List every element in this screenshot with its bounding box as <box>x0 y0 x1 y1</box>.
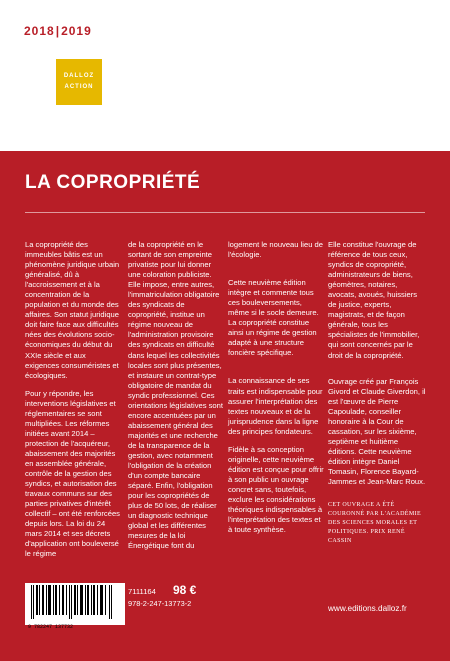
edition-years <box>24 24 92 38</box>
year-separator: | <box>55 24 61 38</box>
isbn: 978-2-247-13773-2 <box>128 599 192 608</box>
text-column-2 <box>128 240 224 559</box>
barcode-icon <box>25 583 125 619</box>
product-code: 7111164 <box>128 587 156 596</box>
column-paragraph: Ouvrage créé par François Givord et Claude Giverdon, il est l'œuvre de Pierre Capoulade, conseiller honoraire à la Cour de cassation, sur les sixième, septième et huitième éditions. Cette neuvième édition intègre Daniel Tomasin, Florence Bayard-Jammes et Jean-Marc Roux. <box>328 376 426 487</box>
award-notice: CET OUVRAGE A ÉTÉ COURONNÉ PAR L'ACADÉMIE DES SCIENCES MORALES ET POLITIQUES. PRIX RENÉ CASSIN <box>328 502 422 545</box>
column-paragraph: Cette neuvième édition intègre et commente tous ces bouleversements, même si le socle demeure. La copropriété constitue ainsi un régime de gestion adapté à une structure foncière spécifique. <box>228 278 319 358</box>
column-paragraph: de la copropriété en le sortant de son empreinte privatiste pour lui donner une coloration publiciste. Elle impose, entre autres, l'immatriculation obligatoire des syndicats de copropriété, institue un régime nouveau de l'administration provisoire des syndicats en difficulté dans lequel les collectivités locales sont plus présentes, et instaure un contrat-type obligatoire de mandat du syndic professionnel. Ces orientations législatives sont encore accentuées par un abaissement général des majorités et une recherche de la transparence de la gestion, avec notamment l'obligation de la création d'un compte bancaire séparé. Enfin, l'obligation pour les copropriétés de plus de 50 lots, de réaliser un diagnostic technique global et les différentes mesures de la loi Énergétique font du <box>128 240 223 551</box>
column-paragraph: Elle constitue l'ouvrage de référence de tous ceux, syndics de copropriété, administrateurs de biens, géomètres, notaires, avocats, avoués, huissiers de justice, experts, magistrats, et de façon générale, tous les spécialistes de l'immobilier, qui sont concernés par le droit de la copropriété. <box>328 240 420 360</box>
price: 98 € <box>173 583 197 597</box>
column-paragraph: Pour y répondre, les interventions législatives et réglementaires se sont multipliées. Les réformes initiées avant 2014 – protection de l'acquéreur, abaissement des majorités en assemblée générale, contrôle de la gestion des syndics, et autorisation des travaux communs sur des parties privatives d'intérêt collectif – ont été renforcées depuis lors. La loi du 24 mars 2014 et ses décrets d'application ont bouleversé le régime <box>25 388 120 559</box>
text-column-1 <box>25 240 121 567</box>
text-column-4 <box>328 240 426 554</box>
publisher-website: www.editions.dalloz.fr <box>328 604 407 613</box>
column-paragraph: La connaissance de ses traits est indispensable pour assurer l'interprétation des textes nouveaux et de la jurisprudence dans la ligne des principes fondateurs. <box>228 376 323 436</box>
badge-line-1: DALLOZ <box>63 73 95 79</box>
column-paragraph: La copropriété des immeubles bâtis est un phénomène juridique urbain généralisé, dû à l'accroissement et à la concentration de la population et du monde des affaires. Son statut juridique doit faire face aux difficultés nées des évolutions socio-économiques du début du XXIe siècle et aux exigences consuméristes et écologiques. <box>25 240 120 380</box>
year-end: 2019 <box>61 24 92 38</box>
badge-line-2: ACTION <box>64 84 94 90</box>
year-start: 2018 <box>24 24 55 38</box>
barcode-digits: 9 782247 137732 <box>28 624 74 630</box>
barcode <box>25 583 125 625</box>
top-white-band <box>0 0 450 151</box>
column-paragraph: logement le nouveau lieu de l'écologie. <box>228 240 323 260</box>
book-title: LA COPROPRIÉTÉ <box>25 172 201 193</box>
column-paragraph: Fidèle à sa conception originelle, cette neuvième édition est conçue pour offrir à son public un ouvrage concret sans, toutefois, exclure les considérations théoriques indispensables à l'interprétation des textes et à toute synthèse. <box>228 444 324 535</box>
dalloz-action-badge <box>56 59 102 105</box>
title-divider <box>25 212 425 213</box>
text-column-3 <box>228 240 324 543</box>
